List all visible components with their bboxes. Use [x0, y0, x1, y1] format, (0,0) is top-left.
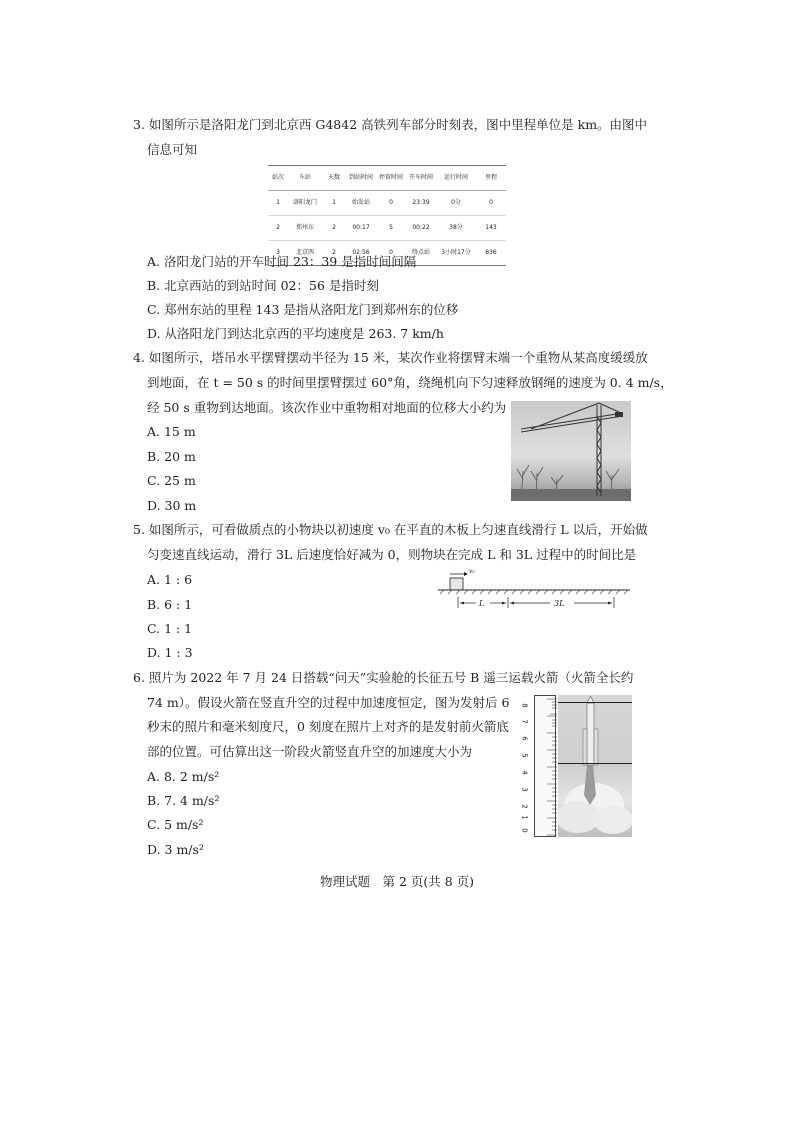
table-cell: 02:56: [346, 241, 376, 266]
q6-stem-line1: 6. 照片为 2022 年 7 月 24 日搭载“问天”实验舱的长征五号 B 遥三运载火箭（火箭全长约: [133, 670, 634, 685]
table-cell: 38分: [436, 216, 476, 241]
table-header-cell: 车站: [288, 166, 322, 191]
counterweight: [615, 412, 623, 417]
crane-illustration: [511, 401, 631, 501]
ruler-label: 1: [520, 815, 529, 820]
q6-option-d: D. 3 m/s²: [147, 842, 204, 857]
q5-option-b: B. 6 : 1: [147, 597, 193, 612]
ruler-labels: [520, 695, 532, 837]
page-footer: 物理试题 第 2 页(共 8 页): [319, 874, 475, 889]
table-cell: 23:39: [406, 191, 436, 216]
tower-crane-photo: [511, 401, 631, 501]
q3-stem-line1: 3. 如图所示是洛阳龙门到北京西 G4842 高铁列车部分时刻表，图中里程单位是 km。由图中: [133, 117, 648, 132]
table-row: [268, 191, 506, 216]
ruler-label: 8: [520, 703, 529, 708]
table-cell: 2: [268, 216, 288, 241]
q4-option-b: B. 20 m: [147, 449, 196, 464]
block-motion-diagram: [438, 566, 630, 612]
q6-option-a: A. 8. 2 m/s²: [147, 769, 220, 784]
timetable-header-row: [268, 166, 506, 191]
q3-option-b: B. 北京西站的到站时间 02：56 是指时刻: [147, 278, 379, 293]
table-cell: 1: [268, 191, 288, 216]
table-row: [268, 216, 506, 241]
ruler-label: 6: [520, 736, 529, 741]
table-header-cell: 里程: [476, 166, 506, 191]
segment-l-label: L: [479, 599, 485, 608]
table-cell: 00:22: [406, 216, 436, 241]
ruler-label: 3: [520, 787, 529, 792]
q3-option-c: C. 郑州东站的里程 143 是指从洛阳龙门到郑州东的位移: [147, 302, 459, 317]
q6-stem-line2: 74 m）。假设火箭在竖直升空的过程中加速度恒定，图为发射后 6: [147, 695, 510, 710]
q5-option-d: D. 1 : 3: [147, 645, 193, 660]
table-header-cell: 天数: [322, 166, 346, 191]
q5-stem-line2: 匀变速直线运动，滑行 3L 后速度恰好减为 0，则物块在完成 L 和 3L 过程中的时间比是: [147, 547, 637, 562]
q6-option-c: C. 5 m/s²: [147, 817, 204, 832]
table-cell: 2: [322, 241, 346, 266]
q3-stem-line2: 信息可知: [147, 142, 198, 157]
ruler-label: 0: [520, 828, 529, 833]
table-cell: 北京西: [288, 241, 322, 266]
q4-option-d: D. 30 m: [147, 498, 197, 513]
table-cell: 郑州东: [288, 216, 322, 241]
millimeter-ruler: [534, 695, 556, 837]
q4-option-a: A. 15 m: [147, 424, 196, 439]
ruler-label: 2: [520, 804, 529, 809]
q4-stem-line1: 4. 如图所示，塔吊水平摆臂摆动半径为 15 米，某次作业将摆臂末端一个重物从某高度缓缓放: [133, 350, 648, 365]
table-cell: 0: [376, 241, 406, 266]
board-diagram-svg: [438, 566, 630, 612]
table-cell: 0: [476, 191, 506, 216]
rocket-photo: [558, 695, 632, 837]
rocket-bottom-line: [558, 763, 632, 764]
table-cell: 00:17: [346, 216, 376, 241]
table-cell: 洛阳龙门: [288, 191, 322, 216]
rocket-top-line: [558, 702, 632, 703]
table-header-cell: 停留时间: [376, 166, 406, 191]
ruler-label: 4: [520, 770, 529, 775]
table-cell: 3小时17分: [436, 241, 476, 266]
table-cell: 3: [268, 241, 288, 266]
q5-option-c: C. 1 : 1: [147, 621, 193, 636]
q3-option-d: D. 从洛阳龙门到达北京西的平均速度是 263. 7 km/h: [147, 326, 444, 341]
table-header-cell: 开车时间: [406, 166, 436, 191]
table-header-cell: 运行时间: [436, 166, 476, 191]
q5-stem-line1: 5. 如图所示，可看做质点的小物块以初速度 v₀ 在平直的木板上匀速直线滑行 L 以后，开始做: [133, 522, 648, 537]
table-cell: 2: [322, 216, 346, 241]
q6-stem-line3: 秒末的照片和毫米刻度尺，0 刻度在照片上对齐的是发射前火箭底: [147, 719, 509, 734]
table-cell: 始发站: [346, 191, 376, 216]
rocket-photo-with-ruler: [514, 695, 632, 837]
table-cell: 1: [322, 191, 346, 216]
table-cell: 5: [376, 216, 406, 241]
segment-3l-label: 3L: [554, 599, 565, 608]
q6-stem-line4: 部的位置。可估算出这一阶段火箭竖直升空的加速度大小为: [147, 744, 473, 759]
q5-option-a: A. 1 : 6: [147, 572, 193, 587]
table-cell: 0分: [436, 191, 476, 216]
table-header-cell: 到站时间: [346, 166, 376, 191]
table-cell: 终点站: [406, 241, 436, 266]
q4-option-c: C. 25 m: [147, 473, 196, 488]
q6-option-b: B. 7. 4 m/s²: [147, 793, 220, 808]
q4-stem-line3: 经 50 s 重物到达地面。该次作业中重物相对地面的位移大小约为: [147, 400, 507, 415]
table-cell: 836: [476, 241, 506, 266]
table-header-cell: 站次: [268, 166, 288, 191]
ruler-label: 5: [520, 753, 529, 758]
q4-stem-line2: 到地面，在 t = 50 s 的时间里摆臂摆过 60°角，绕绳机向下匀速释放钢绳的速度为 0. 4 m/s，: [147, 375, 673, 390]
ruler-label: 7: [520, 719, 529, 724]
v0-label: v₀: [469, 568, 475, 575]
q3-option-a: A. 洛阳龙门站的开车时间 23：39 是指时间间隔: [147, 254, 417, 269]
block: [450, 578, 463, 590]
table-cell: 0: [376, 191, 406, 216]
table-cell: 143: [476, 216, 506, 241]
